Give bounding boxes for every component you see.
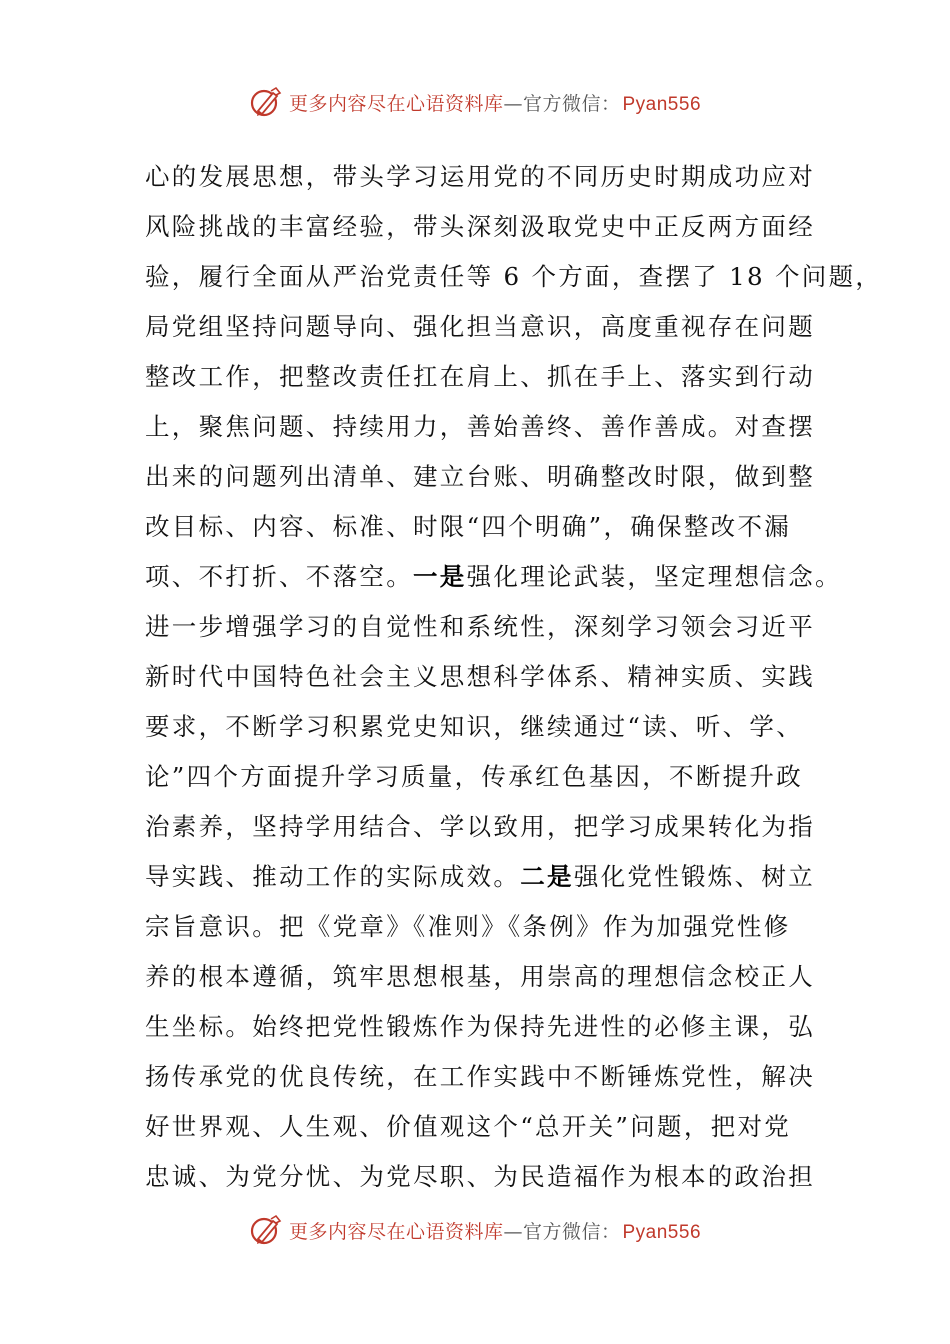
body-line: 好世界观、人生观、价值观这个“总开关”问题，把对党 (145, 1112, 792, 1141)
document-body (145, 152, 883, 1202)
footer-wechat-label: 官方微信： (522, 1220, 621, 1243)
bold-marker-first: 一是 (413, 562, 467, 591)
footer-separator: — (503, 1220, 523, 1243)
footer-site-text: 更多内容尽在心语资料库 (288, 1220, 504, 1243)
body-line: 风险挑战的丰富经验，带头深刻汲取党史中正反两方面经 (145, 212, 815, 241)
pen-circle-logo-icon (249, 85, 283, 119)
line-text: 导实践、推动工作的实际成效。 (145, 862, 521, 891)
body-line: 扬传承党的优良传统，在工作实践中不断锤炼党性，解决 (145, 1062, 815, 1091)
body-line: 验，履行全面从严治党责任等 6 个方面，查摆了 18 个问题， (145, 262, 883, 291)
header-wechat-label: 官方微信： (522, 92, 621, 115)
line-text: 强化理论武装，坚定理想信念。 (466, 562, 842, 591)
body-line: 整改工作，把整改责任扛在肩上、抓在手上、落实到行动 (145, 362, 815, 391)
bold-marker-second: 二是 (520, 862, 574, 891)
footer-banner (0, 1210, 950, 1250)
body-line: 改目标、内容、标准、时限“四个明确”，确保整改不漏 (145, 512, 792, 541)
body-line: 论”四个方面提升学习质量，传承红色基因，不断提升政 (145, 762, 804, 791)
line-text: 项、不打折、不落空。 (145, 562, 413, 591)
body-line: 宗旨意识。把《党章》《准则》《条例》作为加强党性修 (145, 912, 791, 941)
header-banner (0, 82, 950, 122)
body-line: 上，聚焦问题、持续用力，善始善终、善作善成。对查摆 (145, 412, 815, 441)
body-line: 局党组坚持问题导向、强化担当意识，高度重视存在问题 (145, 312, 815, 341)
body-line: 生坐标。始终把党性锻炼作为保持先进性的必修主课，弘 (145, 1012, 815, 1041)
body-line: 新时代中国特色社会主义思想科学体系、精神实质、实践 (145, 662, 815, 691)
footer-wechat-id: Pyan556 (622, 1221, 702, 1243)
body-line: 治素养，坚持学用结合、学以致用，把学习成果转化为指 (145, 812, 815, 841)
body-line: 进一步增强学习的自觉性和系统性，深刻学习领会习近平 (145, 612, 815, 641)
pen-circle-logo-icon (249, 1213, 283, 1247)
body-line (145, 852, 816, 902)
header-separator: — (503, 92, 523, 115)
header-site-text: 更多内容尽在心语资料库 (288, 92, 504, 115)
body-line: 心的发展思想，带头学习运用党的不同历史时期成功应对 (145, 162, 815, 191)
footer-banner-text (289, 1217, 701, 1244)
body-line (145, 552, 842, 602)
line-text: 强化党性锻炼、树立 (573, 862, 816, 891)
body-line: 忠诚、为党分忧、为党尽职、为民造福作为根本的政治担 (145, 1162, 815, 1191)
body-line: 出来的问题列出清单、建立台账、明确整改时限，做到整 (145, 462, 815, 491)
header-wechat-id: Pyan556 (622, 93, 702, 115)
body-line: 养的根本遵循，筑牢思想根基，用崇高的理想信念校正人 (145, 962, 815, 991)
body-line: 要求，不断学习积累党史知识，继续通过“读、听、学、 (145, 712, 804, 741)
header-banner-text (289, 89, 701, 116)
